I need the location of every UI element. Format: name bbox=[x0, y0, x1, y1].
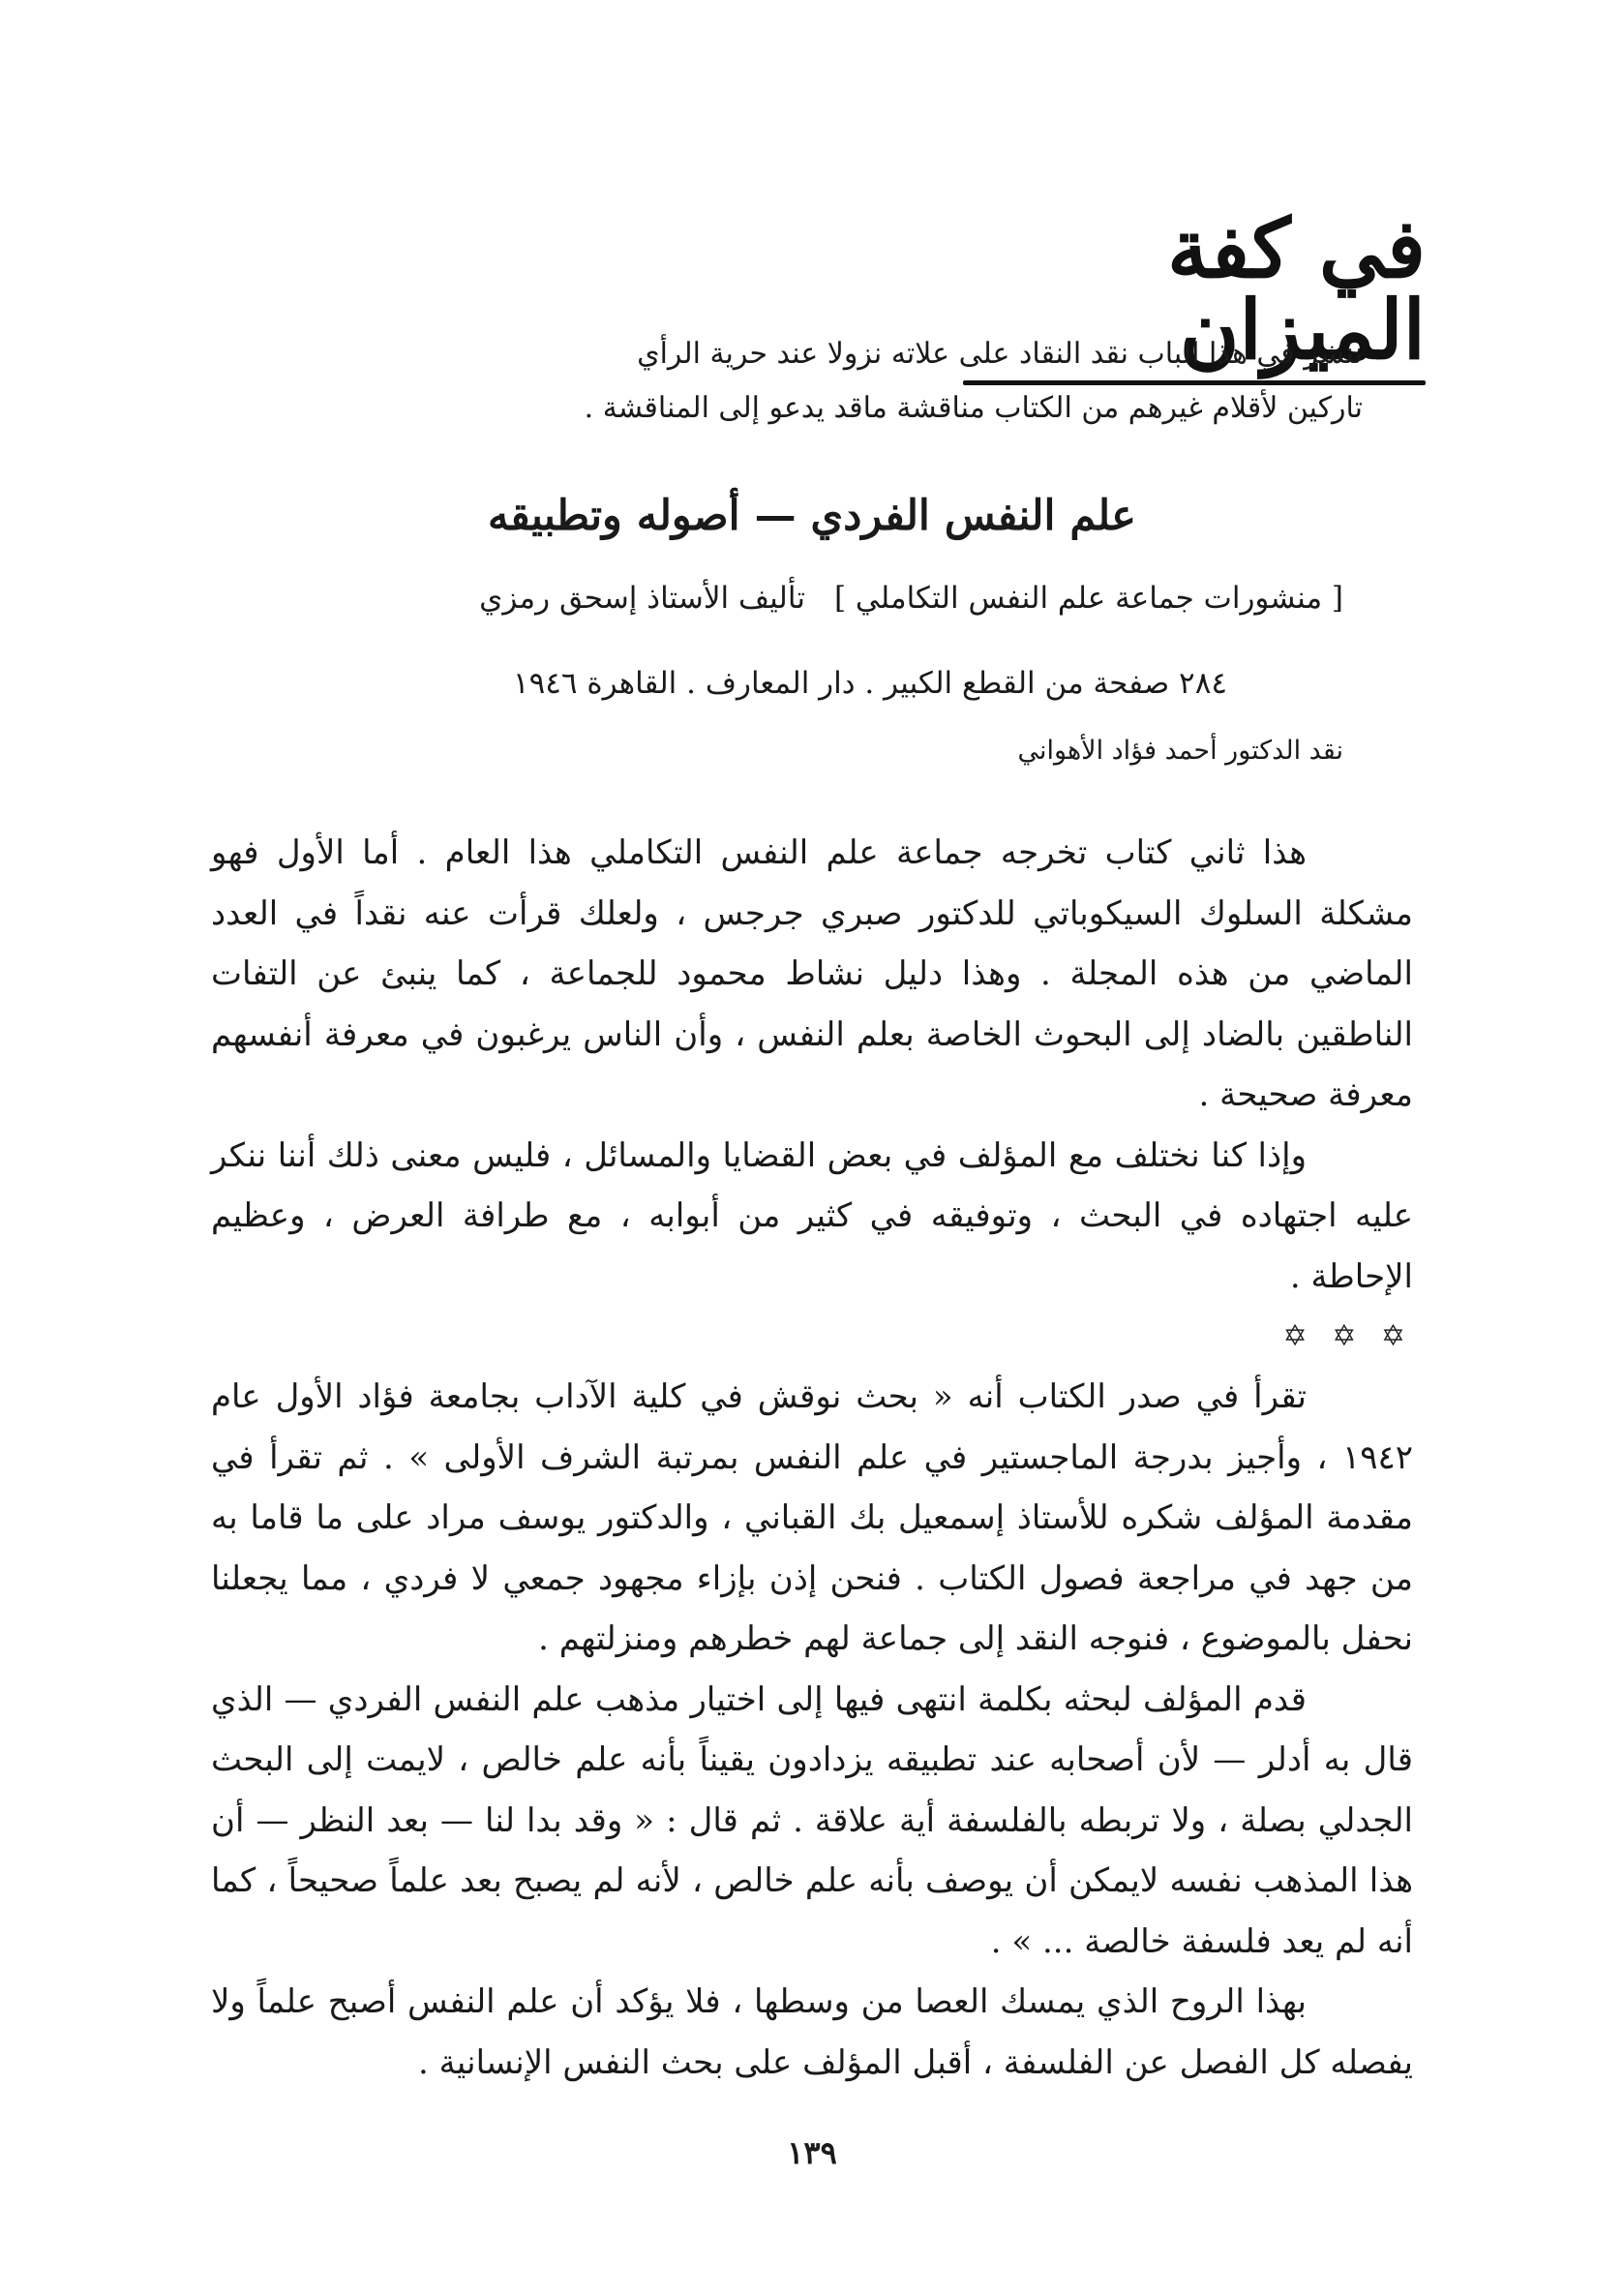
article-body bbox=[211, 823, 1413, 2093]
review-title: علم النفس الفردي — أصوله وتطبيقه bbox=[488, 492, 1136, 540]
book-series: [ منشورات جماعة علم النفس التكاملي ] bbox=[833, 581, 1343, 616]
editorial-note-line-2: تاركين لأقلام غيرهم من الكتاب مناقشة ماقد يدعو إلى المناقشة . bbox=[584, 391, 1363, 425]
paragraph-3: تقرأ في صدر الكتاب أنه « بحث نوقش في كلية الآداب بجامعة فؤاد الأول عام ١٩٤٢ ، وأجيز بدرجة الماجستير في علم النفس بمرتبة الشرف الأولى » . ثم تقرأ في مقدمة المؤلف شكره للأستاذ إسمعيل بك القباني ، والدكتور يوسف مراد على ما قاما به من جهد في مراجعة فصول الكتاب . فنحن إذن بإزاء مجهود جمعي لا فردي ، مما يجعلنا نحفل بالموضوع ، فنوجه النقد إلى جماعة لهم خطرهم ومنزلتهم . bbox=[211, 1377, 1413, 1658]
paragraph-4: قدم المؤلف لبحثه بكلمة انتهى فيها إلى اختيار مذهب علم النفس الفردي — الذي قال به أدلر — لأن أصحابه عند تطبيقه يزدادون يقيناً بأنه علم خالص ، لايمت إلى البحث الجدلي بصلة ، ولا تربطه بالفلسفة أية علاقة . ثم قال : « وقد بدا لنا — بعد النظر — أن هذا المذهب نفسه لايمكن أن يوصف بأنه علم خالص ، لأنه لم يصبح بعد علماً صحيحاً ، كما أنه لم يعد فلسفة خالصة ... » . bbox=[211, 1679, 1413, 1961]
paragraph-2: وإذا كنا نختلف مع المؤلف في بعض القضايا والمسائل ، فليس معنى ذلك أننا ننكر عليه اجتهاده في البحث ، وتوفيقه في كثير من أبوابه ، مع طرافة العرض ، وعظيم الإحاطة . bbox=[211, 1135, 1413, 1296]
editorial-note bbox=[376, 327, 1363, 436]
page-number: ١٣٩ bbox=[787, 2134, 837, 2171]
section-title: في كفة الميزان bbox=[1167, 200, 1426, 378]
editorial-note-line-1: ننشر في هذا الباب نقد النقاد على علاته نزولا عند حرية الرأي bbox=[637, 337, 1363, 371]
paragraph-5: بهذا الروح الذي يمسك العصا من وسطها ، فلا يؤكد أن علم النفس أصبح علماً ولا يفصله كل الفصل عن الفلسفة ، أقبل المؤلف على بحث النفس الإنسانية . bbox=[211, 1982, 1413, 2082]
reviewer-credit: نقد الدكتور أحمد فؤاد الأهواني bbox=[1017, 736, 1343, 766]
book-author: تأليف الأستاذ إسحق رمزي bbox=[479, 581, 805, 616]
book-info-line bbox=[279, 581, 1343, 616]
publication-details: ٢٨٤ صفحة من القطع الكبير . دار المعارف . القاهرة ١٩٤٦ bbox=[512, 666, 1227, 701]
paragraph-1: هذا ثاني كتاب تخرجه جماعة علم النفس التكاملي هذا العام . أما الأول فهو مشكلة السلوك السيكوباتي للدكتور صبري جرجس ، ولعلك قرأت عنه نقداً في العدد الماضي من هذه المجلة . وهذا دليل نشاط محمود للجماعة ، كما ينبئ عن التفات الناطقين بالضاد إلى البحوث الخاصة بعلم النفس ، وأن الناس يرغبون في معرفة أنفسهم معرفة صحيحة . bbox=[211, 833, 1413, 1114]
section-separator: ✡ ✡ ✡ bbox=[1282, 1319, 1413, 1353]
